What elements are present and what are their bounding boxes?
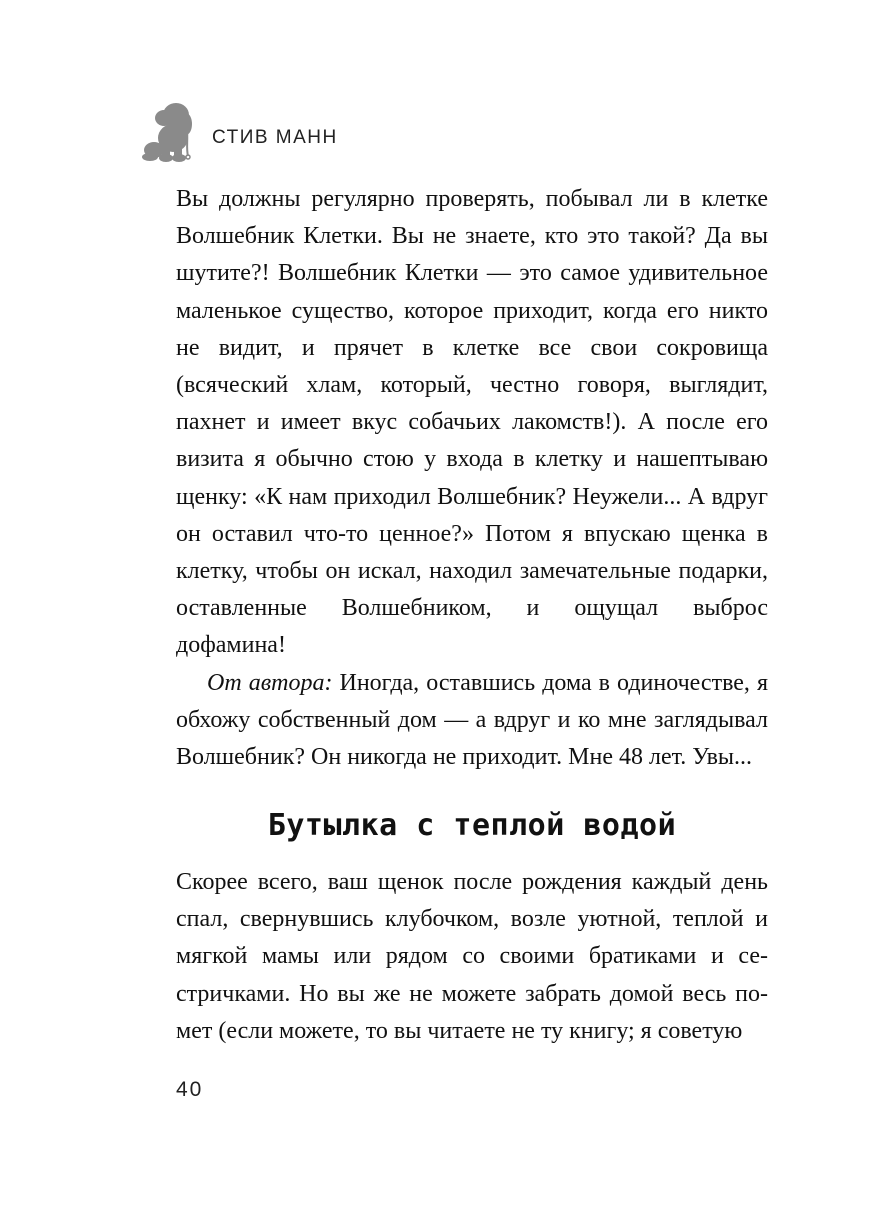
paragraph-hot-water-bottle: Скорее всего, ваш щенок после рождения каждый день спал, свернувшись клубочком, возле уютной, теплой и мягкой мамы или рядом со своими братиками и сестричками. Но вы же не можете забрать домой весь помет (если можете, то вы читаете не ту книгу; я советую: [176, 869, 768, 1044]
page-number: 40: [176, 1078, 204, 1101]
running-header: [140, 100, 338, 162]
author-note-text: Иногда, оставшись дома в одиночестве, я обхожу собственный дом — а вдруг и ко мне заглядывал Волшебник? Он никогда не приходит. Мне 48 лет. Увы...: [176, 669, 768, 771]
running-header-author: СТИВ МАНН: [212, 127, 338, 148]
author-note-lead: От автора:: [207, 669, 333, 696]
section-heading: Бутылка с теплой водой: [267, 808, 677, 843]
body-text-top: [176, 181, 768, 776]
paragraph-author-note: [176, 665, 768, 777]
body-text-bottom: [176, 864, 768, 1050]
dog-silhouette-icon: [140, 100, 198, 162]
paragraph-wizard: Вы должны регулярно проверять, побывал ли в клетке Волшебник Клетки. Вы не знаете, кто это такой? Да вы шутите?! Волшебник Клетки — это самое удивительное маленькое существо, которое приходит, когда его никто не видит, и прячет в клетке все свои сокровища (всяческий хлам, который, честно говоря, выглядит, пахнет и имеет вкус собачьих лакомств!). А после его визита я обычно стою у входа в клетку и нашептываю щенку: «К нам приходил Волшебник? Неужели... А вдруг он оставил что-то ценное?» Потом я впускаю щенка в клетку, чтобы он искал, находил замечательные подарки, оставленные Волшебником, и ощущал выброс дофамина!: [176, 186, 768, 659]
